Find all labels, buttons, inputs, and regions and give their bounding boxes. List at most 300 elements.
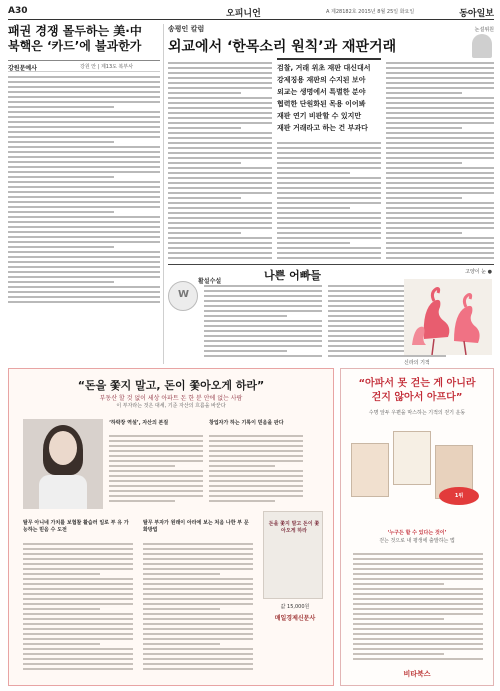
- text-line: [109, 500, 175, 502]
- text-line: [168, 87, 272, 89]
- text-line: [143, 598, 253, 600]
- text-line: [386, 232, 462, 234]
- text-line: [168, 242, 272, 244]
- text-line: [386, 222, 494, 224]
- ad-left-text-2: [209, 435, 303, 505]
- text-line: [204, 335, 322, 337]
- ad-right-highlight-2: 걷는 것으로 내 평생에 출발하는 법: [379, 538, 455, 544]
- top-right-article: [168, 24, 494, 260]
- pull-quote-line: 협력한 단원화된 목용 이어봐: [277, 100, 366, 108]
- text-line: [8, 146, 160, 148]
- text-line: [386, 112, 494, 114]
- text-line: [8, 111, 160, 113]
- column-divider: [163, 24, 164, 364]
- text-line: [386, 82, 494, 84]
- text-line: [386, 167, 494, 169]
- text-line: [8, 251, 160, 253]
- text-line: [209, 455, 303, 457]
- text-line: [143, 643, 220, 645]
- top-article-col2: [277, 142, 381, 262]
- text-line: [8, 91, 160, 93]
- text-line: [353, 563, 483, 565]
- text-line: [8, 191, 160, 193]
- text-line: [386, 142, 494, 144]
- text-line: [353, 568, 483, 570]
- text-line: [23, 583, 133, 585]
- text-line: [386, 237, 494, 239]
- text-line: [353, 613, 483, 615]
- byline-role: 강원 안 | 제13도 복부사: [80, 64, 134, 70]
- byline-name: 강원문예사: [8, 65, 37, 72]
- text-line: [109, 435, 203, 437]
- text-line: [109, 460, 203, 462]
- text-line: [168, 167, 272, 169]
- text-line: [277, 157, 381, 159]
- text-line: [386, 217, 494, 219]
- text-line: [168, 122, 272, 124]
- text-line: [204, 315, 287, 317]
- text-line: [277, 217, 381, 219]
- issue-date: A 제28182호 2015년 8월 25일 화요일: [326, 9, 415, 15]
- text-line: [168, 127, 241, 129]
- text-line: [23, 653, 133, 655]
- left-article-byline: [8, 60, 160, 72]
- text-line: [8, 136, 160, 138]
- pull-quote-line: 재판 연기 비판할 수 있지만: [277, 112, 362, 120]
- ad-left-quote-2: 창업자가 하는 기록이 믿음을 판다: [209, 420, 284, 426]
- text-line: [8, 276, 160, 278]
- text-line: [204, 305, 322, 307]
- text-line: [8, 86, 160, 88]
- text-line: [8, 206, 160, 208]
- text-line: [168, 152, 272, 154]
- text-line: [109, 485, 203, 487]
- left-article-title: [8, 24, 160, 54]
- text-line: [143, 658, 253, 660]
- ad-right-headline: [341, 377, 493, 405]
- text-line: [353, 608, 483, 610]
- text-line: [386, 182, 494, 184]
- text-line: [109, 480, 203, 482]
- text-line: [353, 588, 483, 590]
- text-line: [328, 315, 411, 317]
- text-line: [168, 62, 272, 64]
- text-line: [204, 285, 322, 287]
- book-cover-2: [393, 431, 431, 485]
- text-line: [353, 553, 483, 555]
- book-advertisement-right: [340, 368, 494, 686]
- text-line: [143, 638, 253, 640]
- text-line: [168, 192, 272, 194]
- text-line: [168, 102, 272, 104]
- text-line: [353, 578, 483, 580]
- text-line: [8, 196, 160, 198]
- text-line: [353, 618, 444, 620]
- text-line: [209, 440, 303, 442]
- text-line: [143, 593, 253, 595]
- text-line: [23, 573, 100, 575]
- pull-quote-line: 외교는 생명에서 특별한 분야: [277, 88, 366, 96]
- text-line: [277, 197, 381, 199]
- left-column-article: [8, 24, 160, 364]
- text-line: [8, 291, 160, 293]
- text-line: [23, 593, 133, 595]
- text-line: [8, 236, 160, 238]
- text-line: [8, 246, 114, 248]
- text-line: [353, 623, 483, 625]
- text-line: [386, 197, 462, 199]
- text-line: [209, 475, 303, 477]
- bestseller-rank-badge: 1위: [439, 487, 479, 505]
- text-line: [8, 156, 160, 158]
- text-line: [23, 553, 133, 555]
- text-line: [168, 117, 272, 119]
- text-line: [386, 187, 494, 189]
- photo-topline: 고양이 눈 ●: [465, 269, 492, 275]
- text-line: [353, 653, 444, 655]
- text-line: [386, 132, 494, 134]
- columnist-avatar: [472, 34, 492, 58]
- ad-right-text: [353, 553, 483, 663]
- text-line: [8, 281, 114, 283]
- text-line: [168, 182, 272, 184]
- text-line: [209, 450, 303, 452]
- text-line: [168, 197, 241, 199]
- top-article-col1: [168, 62, 272, 262]
- text-line: [277, 172, 350, 174]
- text-line: [8, 106, 114, 108]
- ad-left-headline: “돈을 쫓지 말고, 돈이 쫓아오게 하라”: [77, 379, 265, 392]
- text-line: [386, 147, 494, 149]
- text-line: [109, 455, 203, 457]
- pull-quote-line: 강제징용 재판의 수지된 보아: [277, 76, 366, 84]
- text-line: [109, 445, 203, 447]
- text-line: [386, 207, 494, 209]
- text-line: [8, 81, 160, 83]
- text-line: [386, 117, 494, 119]
- text-line: [386, 62, 494, 64]
- text-line: [277, 212, 381, 214]
- text-line: [109, 490, 203, 492]
- text-line: [109, 470, 203, 472]
- text-line: [386, 227, 494, 229]
- text-line: [23, 543, 133, 545]
- mid-article-headline: 나쁜 어빠들: [264, 269, 321, 282]
- text-line: [168, 137, 272, 139]
- text-line: [386, 137, 494, 139]
- ad-right-publisher: 비타북스: [403, 670, 431, 678]
- text-line: [168, 157, 272, 159]
- masthead: [8, 6, 494, 20]
- ad-left-section-1: 탈무 아니네 가치를 보협찰 활습러 일로 부 유 가능하는 믿음 수 도전: [23, 520, 129, 533]
- text-line: [23, 628, 133, 630]
- text-line: [277, 152, 381, 154]
- text-line: [386, 122, 494, 124]
- text-line: [204, 330, 322, 332]
- pull-quote-line: 검찰, 거래 위초 재판 대신대서: [277, 64, 371, 72]
- text-line: [8, 221, 160, 223]
- ad-left-publisher: 매일경제신문사: [274, 615, 316, 622]
- text-line: [168, 72, 272, 74]
- text-line: [168, 112, 272, 114]
- text-line: [143, 613, 253, 615]
- text-line: [8, 181, 160, 183]
- text-line: [143, 548, 253, 550]
- top-article-kicker: 송평인 칼럼: [168, 25, 205, 33]
- text-line: [168, 97, 272, 99]
- column-logo-icon: W: [168, 281, 198, 311]
- text-line: [109, 450, 203, 452]
- text-line: [277, 232, 381, 234]
- text-line: [23, 563, 133, 565]
- text-line: [204, 295, 322, 297]
- text-line: [143, 663, 253, 665]
- text-line: [8, 186, 160, 188]
- text-line: [386, 192, 494, 194]
- text-line: [8, 116, 160, 118]
- text-line: [168, 252, 272, 254]
- top-article-byname: 논설위원: [474, 27, 494, 33]
- text-line: [143, 628, 253, 630]
- text-line: [168, 132, 272, 134]
- ad-right-headline-line1: “아파서 못 걷는 게 아니라: [358, 378, 476, 389]
- text-line: [23, 603, 133, 605]
- text-line: [168, 207, 272, 209]
- text-line: [386, 162, 462, 164]
- section-title: 오피니언: [226, 9, 261, 19]
- text-line: [143, 578, 253, 580]
- text-line: [277, 252, 381, 254]
- ad-left-text-3: [23, 543, 133, 673]
- mid-right-article: [168, 264, 494, 364]
- text-line: [168, 77, 272, 79]
- ad-left-section-2: 탈무 부자가 원래이 아라에 보는 처음 나한 부 문화방법: [143, 520, 249, 533]
- text-line: [168, 187, 272, 189]
- text-line: [209, 485, 303, 487]
- top-article-col3: [386, 62, 494, 262]
- text-line: [386, 172, 494, 174]
- text-line: [8, 166, 160, 168]
- ad-right-book-group: [351, 425, 483, 517]
- text-line: [143, 583, 253, 585]
- text-line: [109, 475, 203, 477]
- pull-quote-line: 재판 거래라고 하는 건 부과다: [277, 124, 368, 132]
- text-line: [23, 638, 133, 640]
- text-line: [8, 96, 160, 98]
- left-article-title-line2: 북핵은 ‘카드’에 불과한가: [8, 39, 142, 53]
- ad-left-tagline: 이 부자라는 것은 대세, 기준 자산의 흐름을 바꾼다: [116, 403, 226, 409]
- text-line: [168, 82, 272, 84]
- text-line: [353, 643, 483, 645]
- mid-article-col1: [204, 285, 322, 360]
- text-line: [8, 286, 160, 288]
- text-line: [209, 435, 303, 437]
- text-line: [8, 176, 114, 178]
- text-line: [23, 668, 133, 670]
- text-line: [168, 202, 272, 204]
- text-line: [386, 247, 494, 249]
- text-line: [8, 271, 160, 273]
- book-cover-1: [351, 443, 389, 497]
- text-line: [143, 588, 253, 590]
- text-line: [168, 92, 241, 94]
- text-line: [168, 107, 272, 109]
- flamingo-illustration: [404, 279, 492, 355]
- text-line: [23, 613, 133, 615]
- text-line: [277, 147, 381, 149]
- text-line: [168, 232, 241, 234]
- text-line: [386, 107, 494, 109]
- text-line: [143, 568, 253, 570]
- text-line: [204, 350, 287, 352]
- pull-quote-box: [277, 58, 381, 134]
- text-line: [8, 231, 160, 233]
- text-line: [353, 603, 483, 605]
- text-line: [386, 202, 494, 204]
- text-line: [143, 668, 253, 670]
- text-line: [353, 628, 483, 630]
- text-line: [168, 142, 272, 144]
- text-line: [386, 77, 494, 79]
- text-line: [209, 465, 275, 467]
- text-line: [23, 598, 133, 600]
- left-article-title-line1: 패권 경쟁 몰두하는 美·中: [8, 24, 142, 38]
- text-line: [386, 87, 494, 89]
- page-number: A30: [8, 6, 28, 16]
- text-line: [277, 167, 381, 169]
- text-line: [204, 310, 322, 312]
- text-line: [168, 247, 272, 249]
- ad-right-highlight: ‘누구든 할 수 있다는 것이’: [387, 530, 447, 536]
- flamingo-photo: [404, 279, 492, 366]
- text-line: [386, 157, 494, 159]
- text-line: [8, 211, 114, 213]
- text-line: [23, 588, 133, 590]
- left-article-body: [8, 76, 160, 303]
- text-line: [277, 257, 381, 259]
- text-line: [8, 266, 160, 268]
- text-line: [277, 177, 381, 179]
- text-line: [277, 237, 381, 239]
- text-line: [23, 578, 133, 580]
- top-article-body: [168, 58, 494, 258]
- text-line: [143, 573, 220, 575]
- text-line: [204, 355, 322, 357]
- text-line: [168, 162, 241, 164]
- text-line: [209, 445, 303, 447]
- text-line: [277, 207, 350, 209]
- text-line: [277, 247, 381, 249]
- text-line: [277, 222, 381, 224]
- text-line: [23, 633, 133, 635]
- author-portrait: [23, 419, 103, 509]
- text-line: [143, 653, 253, 655]
- top-article-headline: 외교에서 ‘한목소리 원칙’과 재판거래: [168, 39, 397, 55]
- text-line: [386, 127, 462, 129]
- text-line: [168, 212, 272, 214]
- text-line: [143, 633, 253, 635]
- text-line: [8, 171, 160, 173]
- ad-left-subheadline: 부동산 할 것 없이 세상 아파트 돈 한 분 안에 없는 사람: [99, 395, 243, 402]
- text-line: [277, 182, 381, 184]
- text-line: [143, 563, 253, 565]
- text-line: [353, 598, 483, 600]
- text-line: [109, 495, 203, 497]
- text-line: [8, 201, 160, 203]
- text-line: [277, 227, 381, 229]
- text-line: [143, 603, 253, 605]
- ad-right-subheadline: 수명 앞두 우편을 막스하는 기적의 걷기 운동: [368, 410, 466, 416]
- text-line: [386, 257, 494, 259]
- text-line: [143, 608, 220, 610]
- text-line: [168, 217, 272, 219]
- text-line: [23, 618, 133, 620]
- text-line: [23, 648, 133, 650]
- ad-left-text-1: [109, 435, 203, 505]
- text-line: [8, 121, 160, 123]
- text-line: [386, 97, 494, 99]
- text-line: [168, 147, 272, 149]
- text-line: [204, 340, 322, 342]
- book-advertisement-left: [8, 368, 334, 686]
- text-line: [353, 633, 483, 635]
- text-line: [143, 623, 253, 625]
- text-line: [353, 658, 483, 660]
- text-line: [277, 242, 350, 244]
- text-line: [386, 72, 494, 74]
- text-line: [386, 92, 462, 94]
- text-line: [209, 495, 303, 497]
- text-line: [204, 325, 322, 327]
- text-line: [277, 192, 381, 194]
- text-line: [8, 141, 114, 143]
- text-line: [353, 583, 444, 585]
- text-line: [8, 256, 160, 258]
- text-line: [8, 241, 160, 243]
- text-line: [204, 290, 322, 292]
- text-line: [23, 548, 133, 550]
- text-line: [23, 558, 133, 560]
- text-line: [8, 131, 160, 133]
- text-line: [143, 553, 253, 555]
- ad-right-headline-line2: 걷지 않아서 아프다”: [371, 392, 463, 403]
- text-line: [353, 593, 483, 595]
- text-line: [8, 126, 160, 128]
- text-line: [109, 465, 175, 467]
- text-line: [23, 663, 133, 665]
- text-line: [8, 261, 160, 263]
- text-line: [209, 490, 303, 492]
- text-line: [209, 500, 275, 502]
- text-line: [277, 202, 381, 204]
- text-line: [23, 568, 133, 570]
- text-line: [143, 543, 253, 545]
- ad-left-text-4: [143, 543, 253, 673]
- text-line: [209, 470, 303, 472]
- text-line: [168, 227, 272, 229]
- text-line: [328, 355, 446, 357]
- text-line: [8, 226, 160, 228]
- photo-caption: 신라의 기적: [404, 360, 430, 366]
- text-line: [386, 177, 494, 179]
- text-line: [109, 440, 203, 442]
- text-line: [386, 242, 494, 244]
- text-line: [8, 216, 160, 218]
- text-line: [209, 460, 303, 462]
- text-line: [168, 222, 272, 224]
- text-line: [204, 320, 322, 322]
- text-line: [8, 101, 160, 103]
